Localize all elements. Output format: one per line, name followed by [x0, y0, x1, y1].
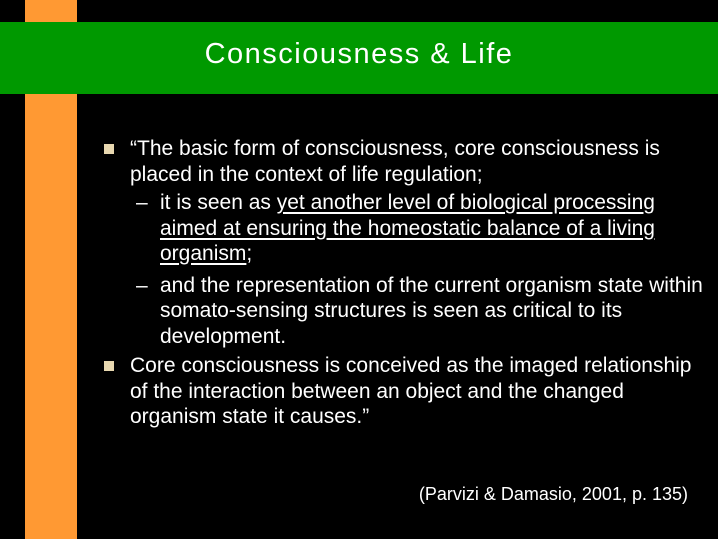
- slide-title: Consciousness & Life: [204, 38, 514, 70]
- citation: (Parvizi & Damasio, 2001, p. 135): [418, 484, 688, 504]
- bullet-text: Core consciousness is conceived as the imaged relationship of the interaction between an object and the changed organism state it causes.”: [130, 354, 692, 428]
- sub-text-suffix: ;: [246, 242, 253, 265]
- slide-content: [104, 136, 704, 430]
- underlined-phrase: yet another level of biological processing aimed at ensuring the homeostatic balance of a living organism: [160, 191, 655, 265]
- square-bullet-icon: [104, 361, 114, 371]
- bullet-text: “The basic form of consciousness, core consciousness is placed in the context of life regulation;: [130, 137, 660, 186]
- sub-item-1: [104, 190, 704, 267]
- square-bullet-icon: [104, 144, 114, 154]
- sub-text: and the representation of the current organism state within somato-sensing structures is seen as critical to its development.: [160, 273, 703, 348]
- dash-icon: –: [136, 273, 148, 297]
- bullet-item-2: [104, 353, 704, 430]
- sub-item-2: [104, 273, 704, 350]
- bullet-item-1: [104, 136, 704, 187]
- dash-icon: –: [136, 191, 148, 214]
- sub-text-prefix: it is seen as: [160, 191, 277, 214]
